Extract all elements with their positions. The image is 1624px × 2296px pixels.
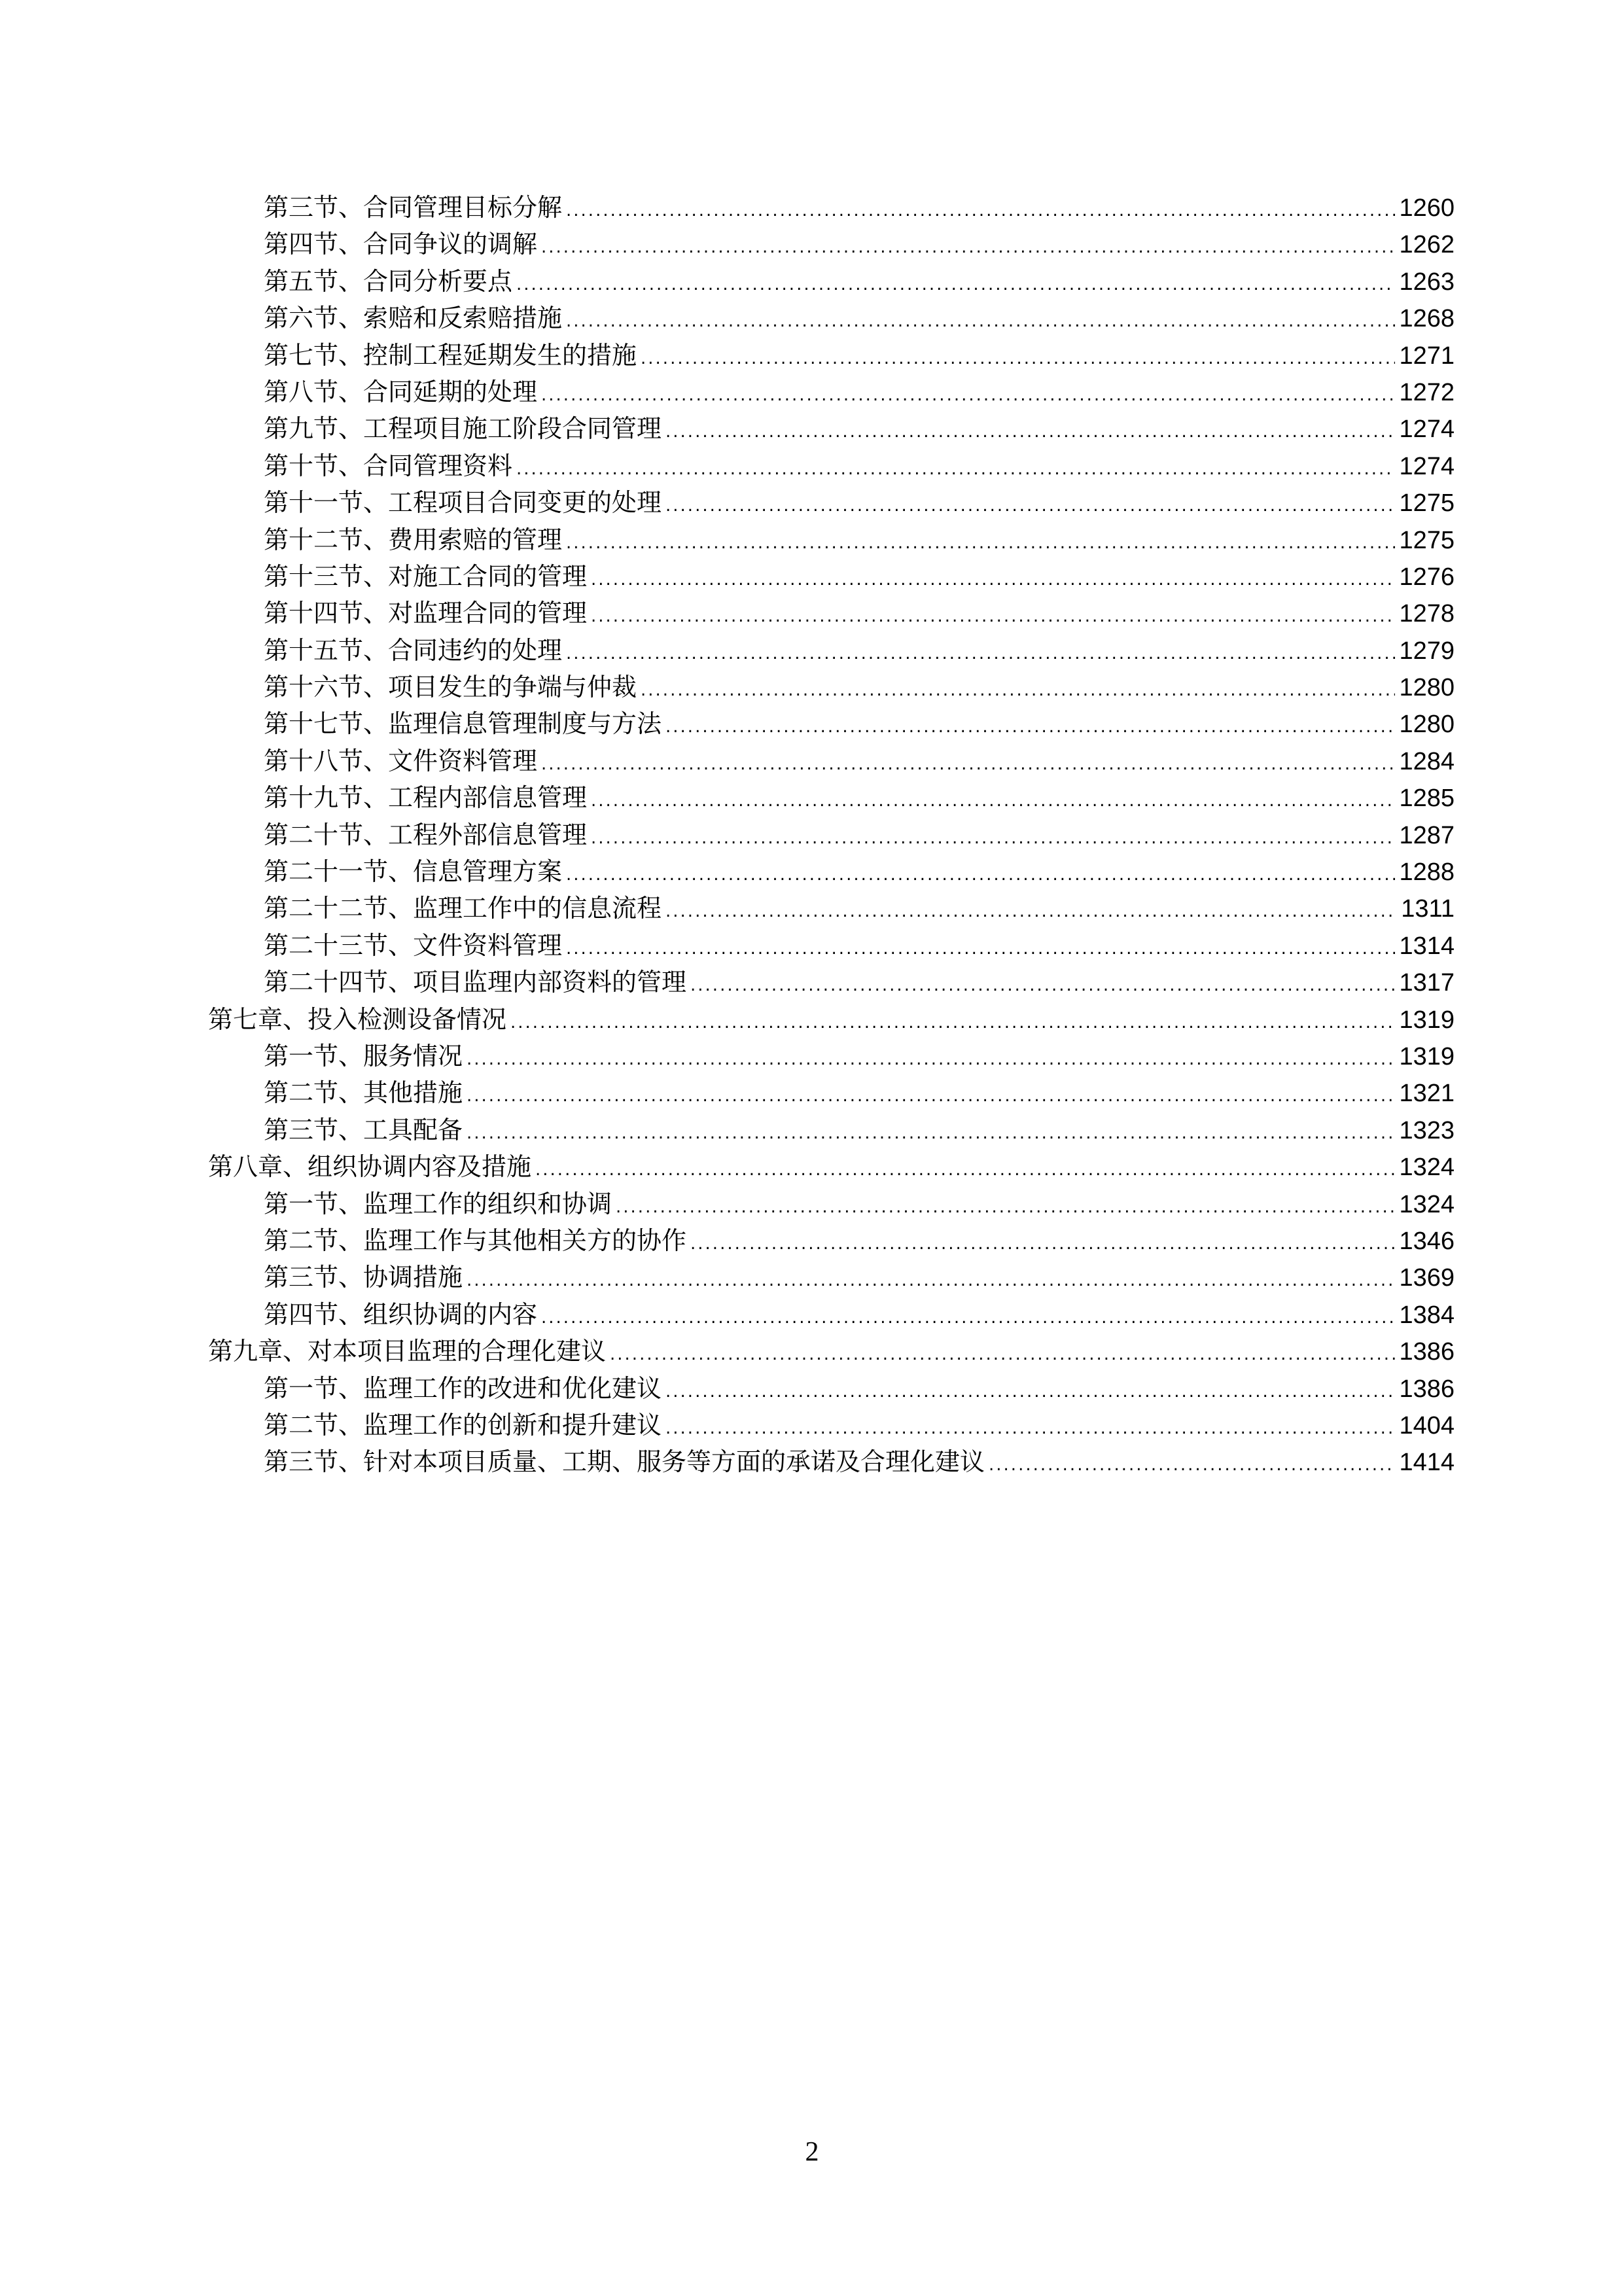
toc-section-entry[interactable] bbox=[208, 705, 1455, 742]
toc-entry-page-number: 1274 bbox=[1399, 452, 1455, 480]
toc-dot-leader bbox=[541, 1299, 1395, 1336]
toc-section-entry[interactable] bbox=[208, 964, 1455, 1000]
toc-entry-title: 第十二节、费用索赔的管理 bbox=[264, 525, 563, 554]
toc-dot-leader bbox=[641, 672, 1395, 709]
toc-dot-leader bbox=[690, 1226, 1395, 1262]
toc-entry-title: 第十三节、对施工合同的管理 bbox=[264, 561, 588, 591]
toc-entry-title: 第九节、工程项目施工阶段合同管理 bbox=[264, 414, 662, 444]
toc-entry-page-number: 1384 bbox=[1399, 1301, 1455, 1329]
toc-section-entry[interactable] bbox=[208, 632, 1455, 669]
toc-dot-leader bbox=[467, 1041, 1395, 1078]
toc-entry-title: 第十六节、项目发生的争端与仲裁 bbox=[264, 673, 637, 702]
toc-entry-title: 第二节、监理工作的创新和提升建议 bbox=[264, 1410, 662, 1439]
toc-entry-page-number: 1346 bbox=[1399, 1227, 1455, 1255]
toc-entry-page-number: 1275 bbox=[1399, 489, 1455, 518]
toc-entry-page-number: 1319 bbox=[1399, 1006, 1455, 1034]
toc-entry-page-number: 1324 bbox=[1399, 1154, 1455, 1182]
toc-dot-leader bbox=[541, 229, 1395, 266]
toc-entry-title: 第七章、投入检测设备情况 bbox=[208, 1004, 507, 1034]
toc-entry-page-number: 1311 bbox=[1401, 895, 1455, 923]
toc-entry-title: 第四节、合同争议的调解 bbox=[264, 230, 538, 259]
toc-section-entry[interactable] bbox=[208, 1407, 1455, 1443]
toc-dot-leader bbox=[516, 266, 1395, 303]
toc-section-entry[interactable] bbox=[208, 374, 1455, 410]
toc-entry-title: 第十一节、工程项目合同变更的处理 bbox=[264, 488, 662, 518]
toc-section-entry[interactable] bbox=[208, 263, 1455, 300]
toc-entry-page-number: 1321 bbox=[1399, 1080, 1455, 1108]
toc-section-entry[interactable] bbox=[208, 1186, 1455, 1222]
toc-dot-leader bbox=[989, 1447, 1395, 1483]
toc-dot-leader bbox=[665, 1373, 1395, 1410]
toc-entry-page-number: 1280 bbox=[1399, 711, 1455, 739]
toc-section-entry[interactable] bbox=[208, 1259, 1455, 1296]
toc-entry-page-number: 1288 bbox=[1399, 858, 1455, 887]
toc-dot-leader bbox=[616, 1189, 1395, 1226]
toc-dot-leader bbox=[665, 709, 1395, 745]
toc-chapter-entry[interactable] bbox=[208, 1148, 1455, 1185]
toc-entry-title: 第十四节、对监理合同的管理 bbox=[264, 599, 588, 628]
table-of-contents bbox=[208, 189, 1455, 1481]
toc-section-entry[interactable] bbox=[208, 448, 1455, 484]
toc-entry-title: 第十九节、工程内部信息管理 bbox=[264, 783, 588, 813]
toc-entry-page-number: 1268 bbox=[1399, 305, 1455, 333]
toc-entry-page-number: 1271 bbox=[1399, 342, 1455, 370]
toc-entry-page-number: 1287 bbox=[1399, 821, 1455, 849]
toc-entry-page-number: 1279 bbox=[1399, 637, 1455, 665]
toc-dot-leader bbox=[541, 377, 1395, 414]
toc-entry-title: 第二十节、工程外部信息管理 bbox=[264, 820, 588, 849]
toc-dot-leader bbox=[566, 930, 1395, 967]
toc-dot-leader bbox=[591, 561, 1395, 598]
toc-entry-title: 第十五节、合同违约的处理 bbox=[264, 635, 563, 665]
toc-section-entry[interactable] bbox=[208, 853, 1455, 890]
toc-entry-title: 第十节、合同管理资料 bbox=[264, 451, 513, 480]
toc-section-entry[interactable] bbox=[208, 189, 1455, 226]
toc-entry-title: 第六节、索赔和反索赔措施 bbox=[264, 304, 563, 333]
toc-entry-page-number: 1263 bbox=[1399, 268, 1455, 296]
toc-dot-leader bbox=[535, 1152, 1395, 1188]
toc-section-entry[interactable] bbox=[208, 669, 1455, 705]
toc-dot-leader bbox=[566, 303, 1395, 340]
toc-section-entry[interactable] bbox=[208, 410, 1455, 447]
toc-entry-page-number: 1284 bbox=[1399, 747, 1455, 775]
toc-dot-leader bbox=[566, 857, 1395, 893]
toc-entry-title: 第二十二节、监理工作中的信息流程 bbox=[264, 894, 662, 923]
toc-entry-title: 第四节、组织协调的内容 bbox=[264, 1299, 538, 1329]
toc-dot-leader bbox=[665, 487, 1395, 524]
toc-dot-leader bbox=[665, 1410, 1395, 1447]
toc-section-entry[interactable] bbox=[208, 1038, 1455, 1074]
toc-entry-page-number: 1386 bbox=[1399, 1338, 1455, 1366]
toc-dot-leader bbox=[566, 192, 1395, 229]
toc-entry-page-number: 1324 bbox=[1399, 1190, 1455, 1218]
toc-entry-title: 第九章、对本项目监理的合理化建议 bbox=[208, 1337, 607, 1366]
toc-entry-title: 第八章、组织协调内容及措施 bbox=[208, 1152, 532, 1182]
toc-entry-title: 第十八节、文件资料管理 bbox=[264, 746, 538, 775]
toc-entry-title: 第七节、控制工程延期发生的措施 bbox=[264, 340, 637, 370]
toc-chapter-entry[interactable] bbox=[208, 1001, 1455, 1038]
toc-dot-leader bbox=[516, 451, 1395, 487]
toc-dot-leader bbox=[510, 1004, 1395, 1041]
toc-section-entry[interactable] bbox=[208, 300, 1455, 336]
toc-entry-title: 第十七节、监理信息管理制度与方法 bbox=[264, 709, 662, 739]
toc-section-entry[interactable] bbox=[208, 1222, 1455, 1259]
toc-dot-leader bbox=[665, 893, 1397, 930]
toc-section-entry[interactable] bbox=[208, 743, 1455, 779]
toc-dot-leader bbox=[610, 1336, 1395, 1373]
toc-dot-leader bbox=[467, 1262, 1395, 1299]
toc-dot-leader bbox=[566, 525, 1395, 561]
toc-entry-page-number: 1280 bbox=[1399, 674, 1455, 702]
toc-entry-page-number: 1323 bbox=[1399, 1116, 1455, 1144]
toc-entry-page-number: 1260 bbox=[1399, 194, 1455, 222]
page-number: 2 bbox=[805, 2137, 819, 2167]
toc-entry-title: 第二十三节、文件资料管理 bbox=[264, 930, 563, 960]
toc-dot-leader bbox=[591, 783, 1395, 819]
toc-entry-title: 第一节、监理工作的组织和协调 bbox=[264, 1189, 612, 1218]
toc-section-entry[interactable] bbox=[208, 927, 1455, 964]
toc-section-entry[interactable] bbox=[208, 779, 1455, 816]
toc-entry-title: 第三节、工具配备 bbox=[264, 1115, 463, 1144]
toc-section-entry[interactable] bbox=[208, 1443, 1455, 1480]
toc-entry-page-number: 1285 bbox=[1399, 785, 1455, 813]
toc-entry-title: 第一节、服务情况 bbox=[264, 1041, 463, 1070]
toc-dot-leader bbox=[665, 414, 1395, 450]
toc-entry-title: 第一节、监理工作的改进和优化建议 bbox=[264, 1373, 662, 1403]
toc-entry-page-number: 1386 bbox=[1399, 1375, 1455, 1403]
toc-entry-title: 第二十四节、项目监理内部资料的管理 bbox=[264, 968, 687, 997]
toc-dot-leader bbox=[641, 340, 1395, 377]
toc-entry-title: 第五节、合同分析要点 bbox=[264, 266, 513, 296]
toc-entry-title: 第八节、合同延期的处理 bbox=[264, 377, 538, 406]
toc-section-entry[interactable] bbox=[208, 890, 1455, 927]
toc-dot-leader bbox=[690, 967, 1395, 1004]
toc-section-entry[interactable] bbox=[208, 226, 1455, 262]
toc-entry-title: 第二十一节、信息管理方案 bbox=[264, 857, 563, 887]
toc-entry-page-number: 1317 bbox=[1399, 969, 1455, 997]
toc-chapter-entry[interactable] bbox=[208, 1333, 1455, 1369]
toc-dot-leader bbox=[591, 598, 1395, 635]
toc-section-entry[interactable] bbox=[208, 817, 1455, 853]
toc-entry-page-number: 1262 bbox=[1399, 231, 1455, 259]
toc-entry-title: 第三节、针对本项目质量、工期、服务等方面的承诺及合理化建议 bbox=[264, 1447, 985, 1477]
toc-entry-title: 第二节、其他措施 bbox=[264, 1078, 463, 1108]
toc-entry-title: 第三节、合同管理目标分解 bbox=[264, 193, 563, 222]
toc-entry-page-number: 1274 bbox=[1399, 415, 1455, 444]
toc-section-entry[interactable] bbox=[208, 484, 1455, 521]
toc-dot-leader bbox=[591, 820, 1395, 857]
toc-section-entry[interactable] bbox=[208, 1112, 1455, 1148]
toc-section-entry[interactable] bbox=[208, 1370, 1455, 1407]
toc-entry-page-number: 1369 bbox=[1399, 1264, 1455, 1292]
toc-section-entry[interactable] bbox=[208, 1074, 1455, 1111]
toc-entry-title: 第三节、协调措施 bbox=[264, 1263, 463, 1292]
toc-entry-page-number: 1272 bbox=[1399, 378, 1455, 406]
toc-section-entry[interactable] bbox=[208, 521, 1455, 558]
toc-dot-leader bbox=[566, 635, 1395, 672]
toc-entry-page-number: 1278 bbox=[1399, 600, 1455, 628]
toc-entry-page-number: 1275 bbox=[1399, 526, 1455, 554]
toc-entry-page-number: 1319 bbox=[1399, 1042, 1455, 1070]
toc-entry-page-number: 1404 bbox=[1399, 1411, 1455, 1439]
toc-entry-page-number: 1276 bbox=[1399, 563, 1455, 591]
toc-section-entry[interactable] bbox=[208, 1296, 1455, 1333]
toc-dot-leader bbox=[467, 1078, 1395, 1114]
toc-section-entry[interactable] bbox=[208, 558, 1455, 595]
toc-dot-leader bbox=[541, 746, 1395, 783]
toc-section-entry[interactable] bbox=[208, 595, 1455, 631]
toc-entry-page-number: 1314 bbox=[1399, 932, 1455, 960]
toc-entry-title: 第二节、监理工作与其他相关方的协作 bbox=[264, 1226, 687, 1255]
toc-entry-page-number: 1414 bbox=[1399, 1449, 1455, 1477]
toc-section-entry[interactable] bbox=[208, 337, 1455, 374]
toc-dot-leader bbox=[467, 1115, 1395, 1152]
